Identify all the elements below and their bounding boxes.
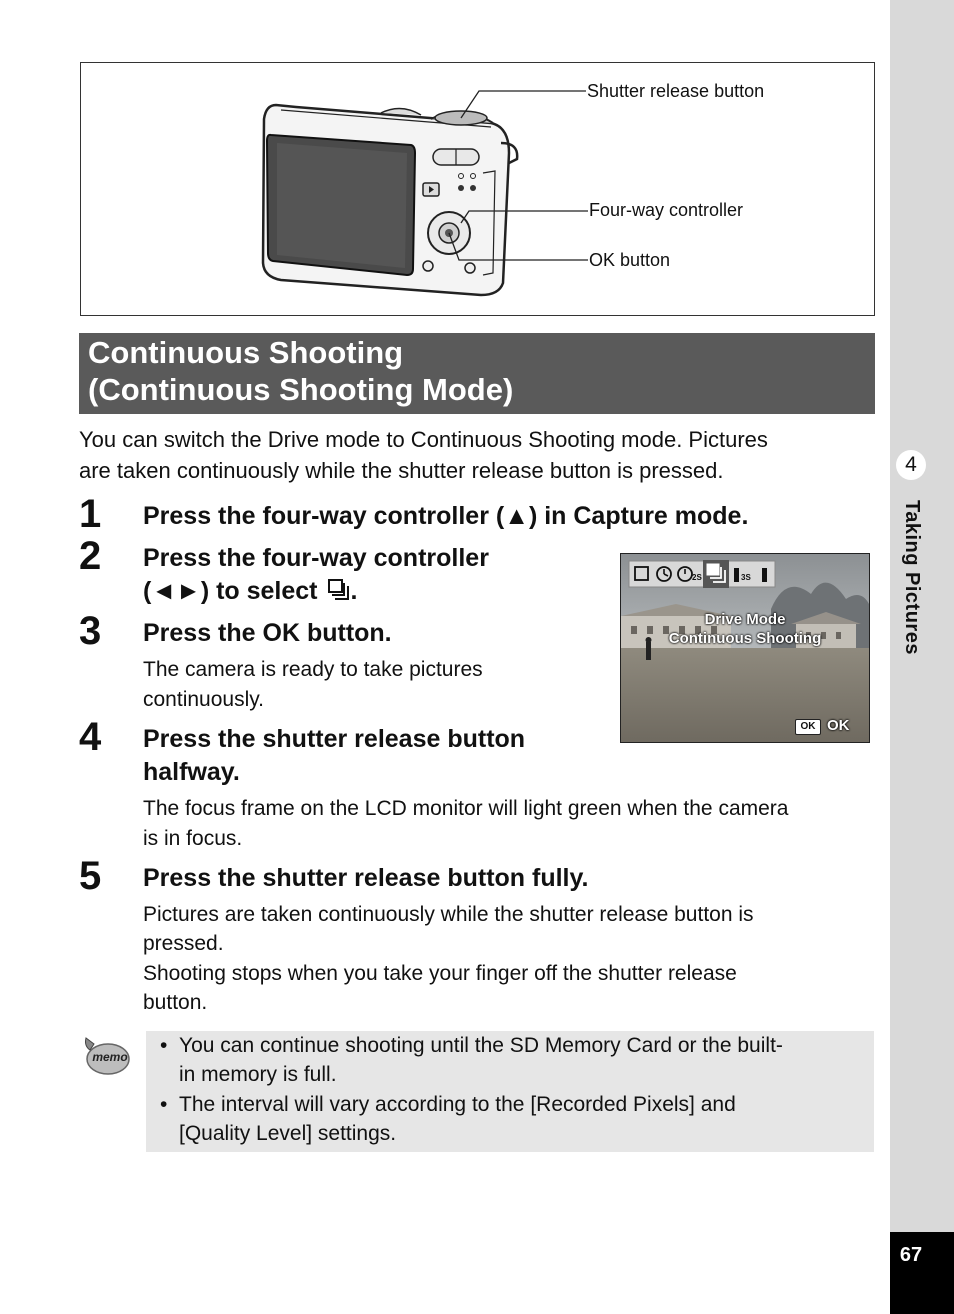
memo-bullet-2: • bbox=[160, 1093, 168, 1116]
chapter-title: Taking Pictures bbox=[901, 500, 923, 655]
step-number-1: 1 bbox=[79, 492, 102, 536]
step-body-3-line-1: The camera is ready to take pictures bbox=[143, 658, 483, 681]
step-body-5-line-1: Pictures are taken continuously while the shutter release button is bbox=[143, 903, 754, 926]
step-title-5: Press the shutter release button fully. bbox=[143, 864, 589, 892]
section-heading bbox=[79, 333, 875, 414]
memo-item-1-line-2: in memory is full. bbox=[179, 1063, 337, 1086]
step-title-2-line-2 bbox=[143, 575, 357, 608]
callout-ok-button: OK button bbox=[589, 250, 671, 270]
step-title-4-line-2: halfway. bbox=[143, 758, 240, 786]
lcd-scene bbox=[621, 554, 869, 742]
lcd-label-drive-mode: Drive Mode bbox=[704, 611, 786, 628]
heading-line-1: Continuous Shooting bbox=[88, 335, 404, 370]
memo-item-1-line-1: You can continue shooting until the SD Memory Card or the built- bbox=[179, 1034, 783, 1057]
callout-shutter-release: Shutter release button bbox=[587, 81, 765, 101]
lcd-ok-key-icon: OK bbox=[795, 719, 821, 735]
memo-item-2-line-1: The interval will vary according to the [Recorded Pixels] and bbox=[179, 1093, 736, 1116]
callout-four-way-controller: Four-way controller bbox=[589, 200, 744, 220]
memo-box bbox=[146, 1031, 874, 1152]
lcd-icon-2s-label: 2S bbox=[692, 573, 702, 582]
step-number-3: 3 bbox=[79, 609, 102, 653]
step-title-4-line-1: Press the shutter release button bbox=[143, 725, 526, 753]
step-number-2: 2 bbox=[79, 534, 102, 578]
camera-figure bbox=[80, 62, 875, 316]
chapter-number: 4 bbox=[896, 450, 926, 480]
step-title-2-text: (◄►) to select bbox=[143, 577, 318, 605]
step-body-3-line-2: continuously. bbox=[143, 688, 265, 711]
intro-line-2: are taken continuously while the shutter release button is pressed. bbox=[79, 458, 724, 483]
memo-badge-label: memo bbox=[92, 1050, 128, 1064]
memo-icon bbox=[80, 1034, 132, 1078]
page-number: 67 bbox=[899, 1244, 923, 1266]
step-body-5-line-2: pressed. bbox=[143, 932, 224, 955]
step-body-4-line-2: is in focus. bbox=[143, 827, 243, 850]
step-number-4: 4 bbox=[79, 715, 102, 759]
lcd-screen-example bbox=[620, 553, 870, 743]
lcd-ok-label: OK bbox=[827, 717, 850, 734]
step-body-5-line-4: button. bbox=[143, 991, 208, 1014]
heading-line-2: (Continuous Shooting Mode) bbox=[88, 372, 514, 407]
step-title-2-line-1: Press the four-way controller bbox=[143, 544, 489, 572]
step-body-4-line-1: The focus frame on the LCD monitor will light green when the camera bbox=[143, 797, 789, 820]
step-title-1: Press the four-way controller (▲) in Capture mode. bbox=[143, 502, 749, 530]
memo-bullet-1: • bbox=[160, 1034, 168, 1057]
continuous-shooting-icon bbox=[328, 579, 350, 601]
step-title-3: Press the OK button. bbox=[143, 619, 392, 647]
step-number-5: 5 bbox=[79, 854, 102, 898]
step-body-5-line-3: Shooting stops when you take your finger off the shutter release bbox=[143, 962, 737, 985]
memo-item-2-line-2: [Quality Level] settings. bbox=[179, 1122, 397, 1145]
lcd-label-continuous-shooting: Continuous Shooting bbox=[668, 630, 822, 647]
lcd-icon-3s-label: 3S bbox=[741, 573, 751, 582]
intro-line-1: You can switch the Drive mode to Continuous Shooting mode. Pictures bbox=[79, 427, 768, 452]
step-title-2-tail: . bbox=[350, 577, 358, 605]
